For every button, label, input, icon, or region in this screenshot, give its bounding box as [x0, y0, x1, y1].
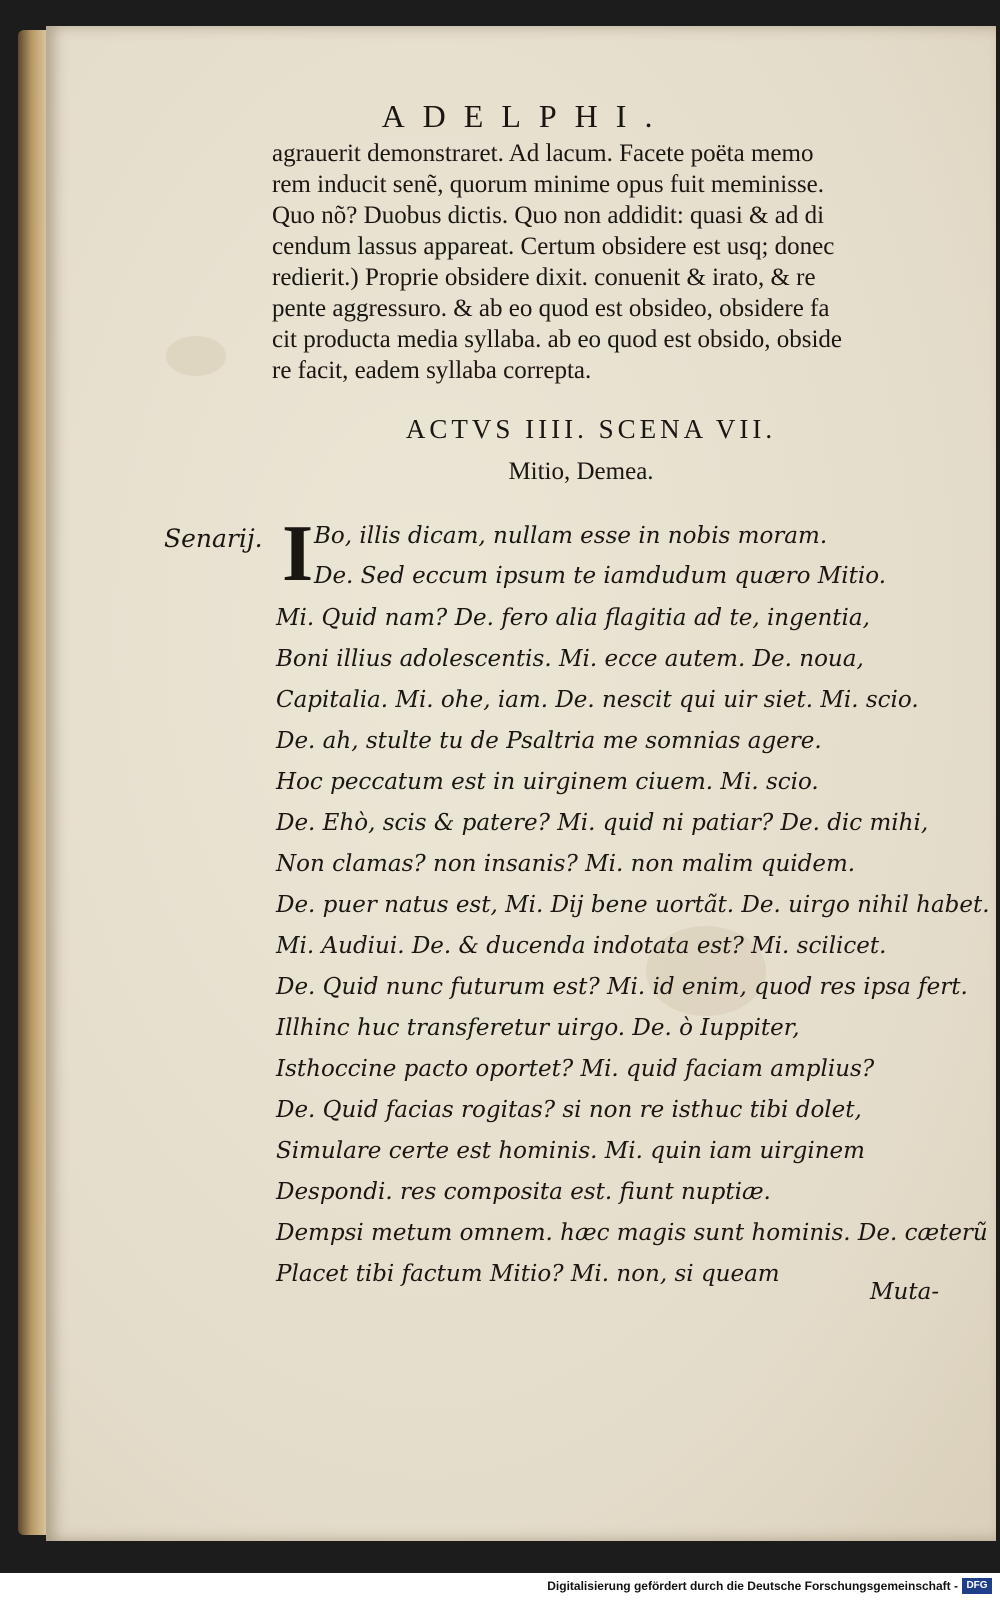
verse-line: De. Ehò, scis & patere? Mi. quid ni patiar? De. dic mihi,	[276, 810, 929, 836]
catchword: Muta-	[870, 1279, 940, 1305]
verse-line: Non clamas? non insanis? Mi. non malim quidem.	[276, 851, 856, 877]
scene-speakers: Mitio, Demea.	[508, 458, 654, 485]
verse-line: Boni illius adolescentis. Mi. ecce autem. De. noua,	[276, 646, 864, 672]
dfg-logo-icon: DFG	[962, 1578, 992, 1594]
verse-line: De. Quid facias rogitas? si non re isthuc tibi dolet,	[276, 1097, 862, 1123]
verse-line: De. Quid nunc futurum est? Mi. id enim, quod res ipsa fert.	[276, 974, 968, 1000]
commentary-line: agrauerit demonstraret. Ad lacum. Facete poëta memo	[272, 140, 814, 167]
running-head: ADELPHI.	[381, 98, 671, 134]
digitization-footer	[0, 1573, 1000, 1601]
verse-line: De. Sed eccum ipsum te iamdudum quæro Mitio.	[314, 563, 887, 589]
commentary-line: Quo nõ? Duobus dictis. Quo non addidit: quasi & ad di	[272, 202, 825, 229]
commentary-line: re facit, eadem syllaba correpta.	[272, 357, 592, 384]
verse-line: Mi. Audiui. De. & ducenda indotata est? Mi. scilicet.	[276, 933, 887, 959]
verse-line: Hoc peccatum est in uirginem ciuem. Mi. scio.	[276, 769, 819, 795]
commentary-line: cendum lassus appareat. Certum obsidere est usq; donec	[272, 233, 835, 260]
verse-line: Despondi. res composita est. fiunt nuptiæ.	[276, 1179, 771, 1205]
verse-line: Capitalia. Mi. ohe, iam. De. nescit qui uir siet. Mi. scio.	[276, 687, 919, 713]
verse-line: Illhinc huc transferetur uirgo. De. ò Iuppiter,	[276, 1015, 800, 1041]
paper-stain	[166, 336, 226, 376]
verse-line: De. ah, stulte tu de Psaltria me somnias agere.	[276, 728, 822, 754]
commentary-line: cit producta media syllaba. ab eo quod est obsido, obside	[272, 326, 843, 353]
verse-line: Simulare certe est hominis. Mi. quin iam uirginem	[276, 1138, 865, 1164]
verse-line: Bo, illis dicam, nullam esse in nobis moram.	[314, 523, 828, 549]
commentary-line: pente aggressuro. & ab eo quod est obsideo, obsidere fa	[272, 295, 830, 322]
act-scene-heading: ACTVS IIII. SCENA VII.	[405, 414, 777, 444]
verse-line: Isthoccine pacto oportet? Mi. quid faciam amplius?	[276, 1056, 875, 1082]
verse-line: Mi. Quid nam? De. fero alia flagitia ad te, ingentia,	[276, 605, 870, 631]
book-page	[46, 26, 996, 1541]
verse-line: Placet tibi factum Mitio? Mi. non, si queam	[276, 1261, 780, 1287]
commentary-line: rem inducit senẽ, quorum minime opus fuit meminisse.	[272, 171, 825, 198]
commentary-line: redierit.) Proprie obsidere dixit. conuenit & irato, & re	[272, 264, 816, 291]
verse-line: De. puer natus est, Mi. Dij bene uortãt. De. uirgo nihil habet.	[276, 892, 990, 918]
verse-line: Dempsi metum omnem. hæc magis sunt hominis. De. cæterũ	[276, 1220, 988, 1246]
funding-credit: Digitalisierung gefördert durch die Deutsche Forschungsgemeinschaft -	[547, 1579, 958, 1593]
drop-cap-initial: I	[282, 510, 314, 598]
margin-meter-note: Senarij.	[164, 524, 263, 553]
